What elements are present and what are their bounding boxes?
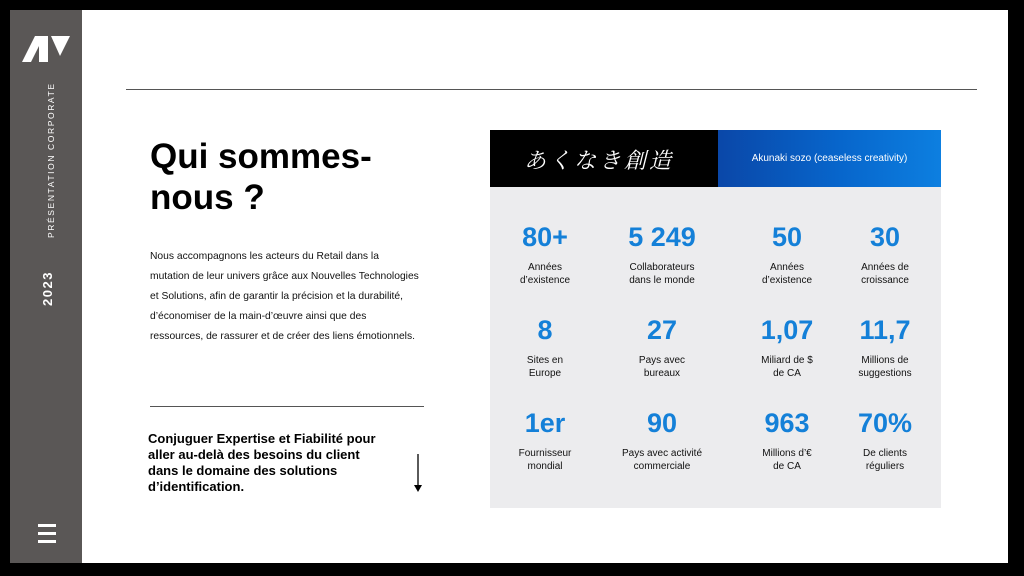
stat-label-line-2: de CA	[773, 368, 801, 379]
stat-label-line-2: d’existence	[519, 275, 571, 286]
stat-label-line-1: Sites en	[526, 355, 564, 366]
stats-panel	[490, 130, 941, 508]
stat-label-line-2: Europe	[528, 368, 562, 379]
stat-value: 1er	[524, 408, 566, 438]
calligraphy-text: あくなき創造	[524, 149, 675, 174]
stat-item	[490, 222, 600, 287]
stat-label	[607, 354, 717, 380]
stat-item	[830, 408, 940, 473]
stat-label-line-1: Fournisseur	[518, 448, 572, 459]
page-title	[150, 136, 430, 218]
stat-item	[607, 408, 717, 473]
stat-label-line-2: croissance	[861, 275, 909, 286]
year-label: 2023	[40, 271, 55, 306]
stat-value: 30	[869, 222, 901, 252]
arrow-down-icon	[412, 454, 424, 492]
stat-value: 27	[646, 315, 678, 345]
stat-label	[830, 447, 940, 473]
stat-label	[607, 261, 717, 287]
stat-item	[732, 222, 842, 287]
stat-value: 963	[764, 408, 810, 438]
stat-label-line-2: suggestions	[858, 368, 912, 379]
presentation-label: PRÉSENTATION CORPORATE	[46, 82, 56, 238]
title-line-1: Qui sommes-	[150, 137, 372, 176]
stat-item	[732, 315, 842, 380]
menu-icon[interactable]	[38, 524, 56, 544]
stat-label-line-1: Années de	[861, 262, 909, 273]
stat-label	[732, 354, 842, 380]
stat-label	[490, 354, 600, 380]
stat-value: 70%	[857, 408, 913, 438]
stat-label	[490, 261, 600, 287]
calligraphy-banner	[490, 130, 718, 187]
stat-item	[830, 315, 940, 380]
stat-label	[490, 447, 600, 473]
stat-item	[607, 222, 717, 287]
stat-label-line-1: De clients	[863, 448, 907, 459]
stat-label-line-1: Miliard de $	[761, 355, 813, 366]
stat-label-line-2: bureaux	[643, 368, 681, 379]
stat-label-line-2: dans le monde	[629, 275, 695, 286]
tagline: Conjuguer Expertise et Fiabilité pour aller au-delà des besoins du client dans le domaine des solutions d’identification.	[148, 431, 376, 494]
stat-value: 50	[771, 222, 803, 252]
motto-text: Akunaki sozo (ceaseless creativity)	[751, 153, 908, 164]
stat-label-line-1: Années	[528, 262, 562, 273]
slide	[10, 10, 1008, 563]
stat-label-line-1: Millions de	[861, 355, 909, 366]
stat-label-line-1: Pays avec	[638, 355, 686, 366]
mid-divider	[150, 406, 424, 407]
stat-label	[732, 447, 842, 473]
stat-label	[830, 354, 940, 380]
intro-paragraph: Nous accompagnons les acteurs du Retail dans la mutation de leur univers grâce aux Nouvelles Technologies et Solutions, afin de garantir la précision et la durabilité, d’économiser de la main-d’œuvre ainsi que des ressources, de rassurer et de créer des liens émotionnels.	[150, 251, 419, 342]
title-line-2: nous ?	[150, 178, 265, 217]
stat-item	[607, 315, 717, 380]
av-logo-icon	[22, 36, 70, 62]
stat-label-line-2: mondial	[527, 461, 563, 472]
stat-label-line-1: Années	[770, 262, 804, 273]
stat-label-line-2: de CA	[773, 461, 801, 472]
stat-value: 11,7	[859, 315, 911, 345]
stat-value: 90	[646, 408, 678, 438]
stat-item	[830, 222, 940, 287]
sidebar	[10, 10, 82, 563]
stat-item	[490, 408, 600, 473]
stat-label	[607, 447, 717, 473]
stat-label-line-1: Millions d’€	[762, 448, 812, 459]
stat-label-line-2: commerciale	[633, 461, 691, 472]
stat-value: 5 249	[628, 222, 696, 252]
top-divider	[126, 89, 977, 90]
stat-item	[732, 408, 842, 473]
stat-value: 8	[537, 315, 553, 345]
stat-label	[732, 261, 842, 287]
stat-item	[490, 315, 600, 380]
stat-label-line-1: Collaborateurs	[629, 262, 695, 273]
stat-label-line-1: Pays avec activité	[621, 448, 703, 459]
stat-label-line-2: d’existence	[761, 275, 813, 286]
stat-value: 80+	[522, 222, 568, 252]
stat-label-line-2: réguliers	[865, 461, 905, 472]
stat-label	[830, 261, 940, 287]
motto-banner	[718, 130, 941, 187]
stat-value: 1,07	[760, 315, 814, 345]
